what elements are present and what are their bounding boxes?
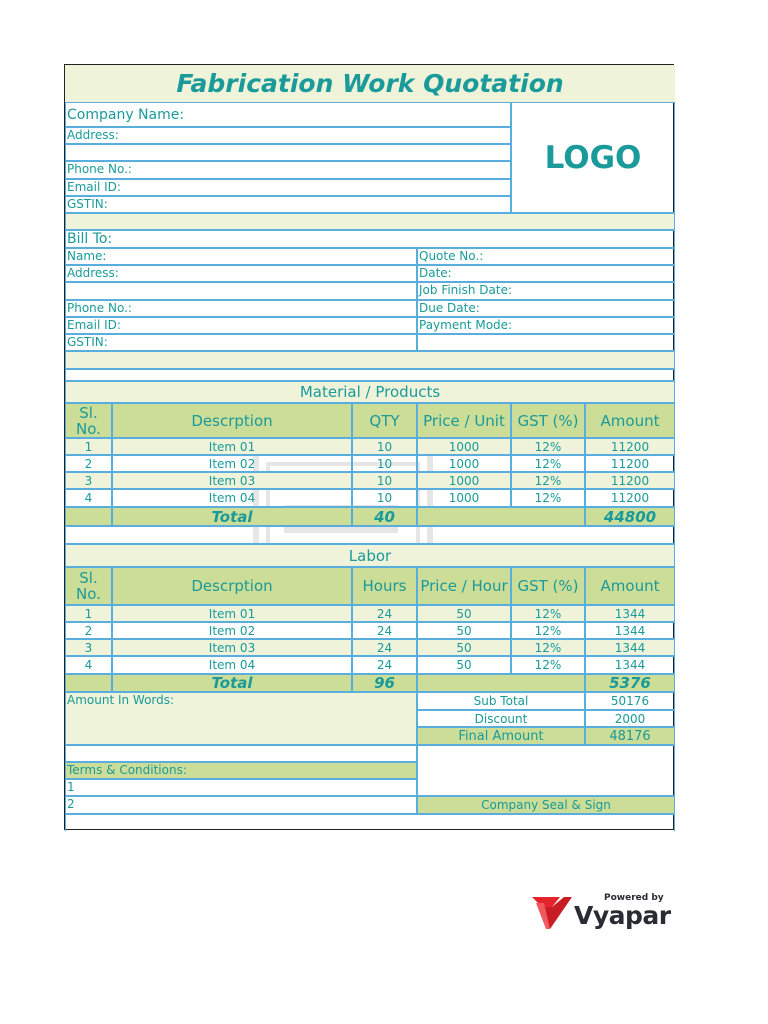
final-amount-label: Final Amount [417, 727, 585, 745]
discount-label: Discount [417, 710, 585, 727]
labor-cell-price[interactable]: 50 [417, 622, 511, 639]
vyapar-logo-icon [530, 893, 574, 933]
job-finish-date-label[interactable]: Job Finish Date: [417, 282, 675, 300]
vyapar-brand[interactable] [530, 893, 670, 935]
company-email-label[interactable]: Email ID: [65, 179, 511, 196]
bill-to-heading: Bill To: [65, 230, 675, 248]
material-cell-qty[interactable]: 10 [352, 489, 417, 507]
vyapar-wordmark: Vyapar [574, 901, 671, 930]
labor-cell-amount[interactable]: 1344 [585, 656, 675, 674]
material-cell-description[interactable]: Item 04 [112, 489, 352, 507]
labor-col-gst: GST (%) [511, 567, 585, 605]
labor-total-blank [65, 674, 112, 692]
labor-total-label: Total [112, 674, 352, 692]
bill-address-label[interactable]: Address: [65, 265, 417, 282]
company-phone-label[interactable]: Phone No.: [65, 161, 511, 179]
materials-total-blank [65, 507, 112, 526]
material-cell-sl[interactable]: 1 [65, 438, 112, 455]
amount-in-words-field[interactable]: Amount In Words: [65, 692, 417, 745]
spacer-row [65, 213, 675, 230]
labor-col-description: Descrption [112, 567, 352, 605]
bill-name-label[interactable]: Name: [65, 248, 417, 265]
company-gstin-label[interactable]: GSTIN: [65, 196, 511, 213]
labor-cell-price[interactable]: 50 [417, 605, 511, 622]
labor-cell-qty[interactable]: 24 [352, 639, 417, 656]
labor-cell-description[interactable]: Item 04 [112, 656, 352, 674]
material-cell-gst[interactable]: 12% [511, 472, 585, 489]
labor-cell-description[interactable]: Item 01 [112, 605, 352, 622]
materials-total-label: Total [112, 507, 352, 526]
labor-cell-amount[interactable]: 1344 [585, 622, 675, 639]
terms-item[interactable]: 1 [65, 779, 417, 796]
payment-mode-label[interactable]: Payment Mode: [417, 317, 675, 334]
sub-total-label: Sub Total [417, 692, 585, 710]
logo-placeholder[interactable]: LOGO [511, 102, 675, 213]
material-cell-qty[interactable]: 10 [352, 472, 417, 489]
labor-cell-gst[interactable]: 12% [511, 605, 585, 622]
material-cell-price[interactable]: 1000 [417, 455, 511, 472]
labor-cell-qty[interactable]: 24 [352, 605, 417, 622]
materials-heading: Material / Products [65, 381, 675, 403]
labor-cell-description[interactable]: Item 02 [112, 622, 352, 639]
materials-col-gst: GST (%) [511, 403, 585, 438]
labor-total-amount: 5376 [585, 674, 675, 692]
labor-heading: Labor [65, 544, 675, 567]
labor-cell-sl[interactable]: 2 [65, 622, 112, 639]
labor-cell-price[interactable]: 50 [417, 639, 511, 656]
final-amount-value: 48176 [585, 727, 675, 745]
spacer-row [65, 814, 675, 831]
labor-cell-gst[interactable]: 12% [511, 639, 585, 656]
labor-cell-qty[interactable]: 24 [352, 656, 417, 674]
powered-by-text: Powered by [604, 893, 664, 903]
material-cell-gst[interactable]: 12% [511, 455, 585, 472]
company-address-line2[interactable] [65, 144, 511, 161]
terms-item[interactable]: 2 [65, 796, 417, 814]
materials-total-amount: 44800 [585, 507, 675, 526]
labor-cell-description[interactable]: Item 03 [112, 639, 352, 656]
spacer-row [65, 351, 675, 369]
material-cell-qty[interactable]: 10 [352, 438, 417, 455]
labor-cell-price[interactable]: 50 [417, 656, 511, 674]
company-name-label[interactable]: Company Name: [65, 102, 511, 127]
labor-cell-qty[interactable]: 24 [352, 622, 417, 639]
spacer-row [65, 369, 675, 381]
material-cell-description[interactable]: Item 03 [112, 472, 352, 489]
material-cell-amount[interactable]: 11200 [585, 472, 675, 489]
labor-total-hours: 96 [352, 674, 417, 692]
bill-extra-field[interactable] [417, 334, 675, 351]
quotation-sheet [64, 64, 674, 830]
labor-total-blank [417, 674, 585, 692]
labor-col-price: Price / Hour [417, 567, 511, 605]
materials-col-amount: Amount [585, 403, 675, 438]
discount-value[interactable]: 2000 [585, 710, 675, 727]
labor-cell-gst[interactable]: 12% [511, 656, 585, 674]
due-date-label[interactable]: Due Date: [417, 300, 675, 317]
material-cell-description[interactable]: Item 01 [112, 438, 352, 455]
materials-col-description: Descrption [112, 403, 352, 438]
labor-col-hours: Hours [352, 567, 417, 605]
material-cell-amount[interactable]: 11200 [585, 489, 675, 507]
sub-total-value: 50176 [585, 692, 675, 710]
company-seal-sign-label: Company Seal & Sign [417, 796, 675, 814]
spacer-row [65, 745, 417, 762]
material-cell-qty[interactable]: 10 [352, 455, 417, 472]
labor-col-sl: Sl. No. [65, 567, 112, 605]
labor-cell-amount[interactable]: 1344 [585, 605, 675, 622]
bill-gstin-label[interactable]: GSTIN: [65, 334, 417, 351]
bill-address-line2[interactable] [65, 282, 417, 300]
material-cell-sl[interactable]: 2 [65, 455, 112, 472]
material-cell-amount[interactable]: 11200 [585, 438, 675, 455]
quote-no-label[interactable]: Quote No.: [417, 248, 675, 265]
company-address-label[interactable]: Address: [65, 127, 511, 144]
material-cell-sl[interactable]: 3 [65, 472, 112, 489]
seal-area[interactable] [417, 745, 675, 796]
materials-total-blank [417, 507, 585, 526]
bill-phone-label[interactable]: Phone No.: [65, 300, 417, 317]
labor-cell-gst[interactable]: 12% [511, 622, 585, 639]
labor-cell-sl[interactable]: 1 [65, 605, 112, 622]
materials-total-qty: 40 [352, 507, 417, 526]
labor-cell-amount[interactable]: 1344 [585, 639, 675, 656]
materials-col-sl: Sl. No. [65, 403, 112, 438]
material-cell-gst[interactable]: 12% [511, 489, 585, 507]
material-cell-gst[interactable]: 12% [511, 438, 585, 455]
terms-heading: Terms & Conditions: [65, 762, 417, 779]
material-cell-price[interactable]: 1000 [417, 438, 511, 455]
material-cell-sl[interactable]: 4 [65, 489, 112, 507]
bill-email-label[interactable]: Email ID: [65, 317, 417, 334]
material-cell-amount[interactable]: 11200 [585, 455, 675, 472]
materials-col-price: Price / Unit [417, 403, 511, 438]
material-cell-price[interactable]: 1000 [417, 472, 511, 489]
material-cell-price[interactable]: 1000 [417, 489, 511, 507]
page-title: Fabrication Work Quotation [65, 65, 675, 102]
spacer-row [65, 526, 675, 544]
labor-cell-sl[interactable]: 3 [65, 639, 112, 656]
materials-col-qty: QTY [352, 403, 417, 438]
labor-cell-sl[interactable]: 4 [65, 656, 112, 674]
date-label[interactable]: Date: [417, 265, 675, 282]
material-cell-description[interactable]: Item 02 [112, 455, 352, 472]
labor-col-amount: Amount [585, 567, 675, 605]
